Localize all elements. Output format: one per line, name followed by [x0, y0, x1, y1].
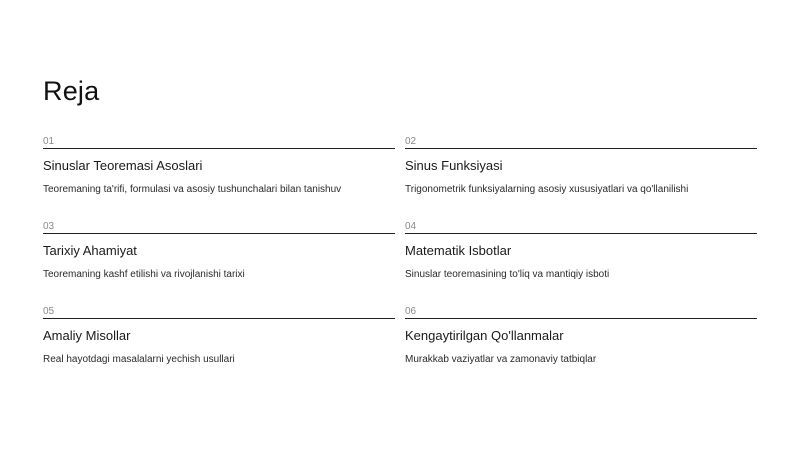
item-description: Sinuslar teoremasining to'liq va mantiqiy isboti: [405, 269, 610, 280]
item-header: [43, 221, 395, 235]
divider-line: [43, 318, 395, 319]
item-number: 05: [43, 306, 55, 317]
item-number: 02: [405, 136, 417, 147]
item-number: 04: [405, 221, 417, 232]
item-header: [43, 136, 395, 150]
item-title: Sinuslar Teoremasi Asoslari: [43, 158, 203, 173]
divider-line: [43, 148, 395, 149]
item-header: [405, 136, 757, 150]
item-description: Teoremaning kashf etilishi va rivojlanishi tarixi: [43, 269, 245, 280]
item-title: Kengaytirilgan Qo'llanmalar: [405, 328, 564, 343]
divider-line: [405, 148, 757, 149]
item-description: Real hayotdagi masalalarni yechish usullari: [43, 354, 235, 365]
agenda-item-2: [405, 136, 757, 221]
item-title: Tarixiy Ahamiyat: [43, 243, 137, 258]
item-description: Trigonometrik funksiyalarning asosiy xususiyatlari va qo'llanilishi: [405, 184, 689, 195]
item-header: [43, 306, 395, 320]
item-title: Amaliy Misollar: [43, 328, 131, 343]
slide-title: Reja: [43, 76, 100, 106]
item-number: 01: [43, 136, 55, 147]
item-header: [405, 306, 757, 320]
item-header: [405, 221, 757, 235]
agenda-item-3: [43, 221, 395, 306]
divider-line: [405, 318, 757, 319]
agenda-item-5: [43, 306, 395, 391]
agenda-list: [43, 136, 757, 391]
item-title: Matematik Isbotlar: [405, 243, 512, 258]
agenda-item-6: [405, 306, 757, 391]
item-number: 03: [43, 221, 55, 232]
agenda-item-1: [43, 136, 395, 221]
item-title: Sinus Funksiyasi: [405, 158, 503, 173]
item-description: Murakkab vaziyatlar va zamonaviy tatbiqlar: [405, 354, 597, 365]
agenda-item-4: [405, 221, 757, 306]
divider-line: [43, 233, 395, 234]
item-number: 06: [405, 306, 417, 317]
item-description: Teoremaning ta'rifi, formulasi va asosiy tushunchalari bilan tanishuv: [43, 184, 342, 195]
divider-line: [405, 233, 757, 234]
